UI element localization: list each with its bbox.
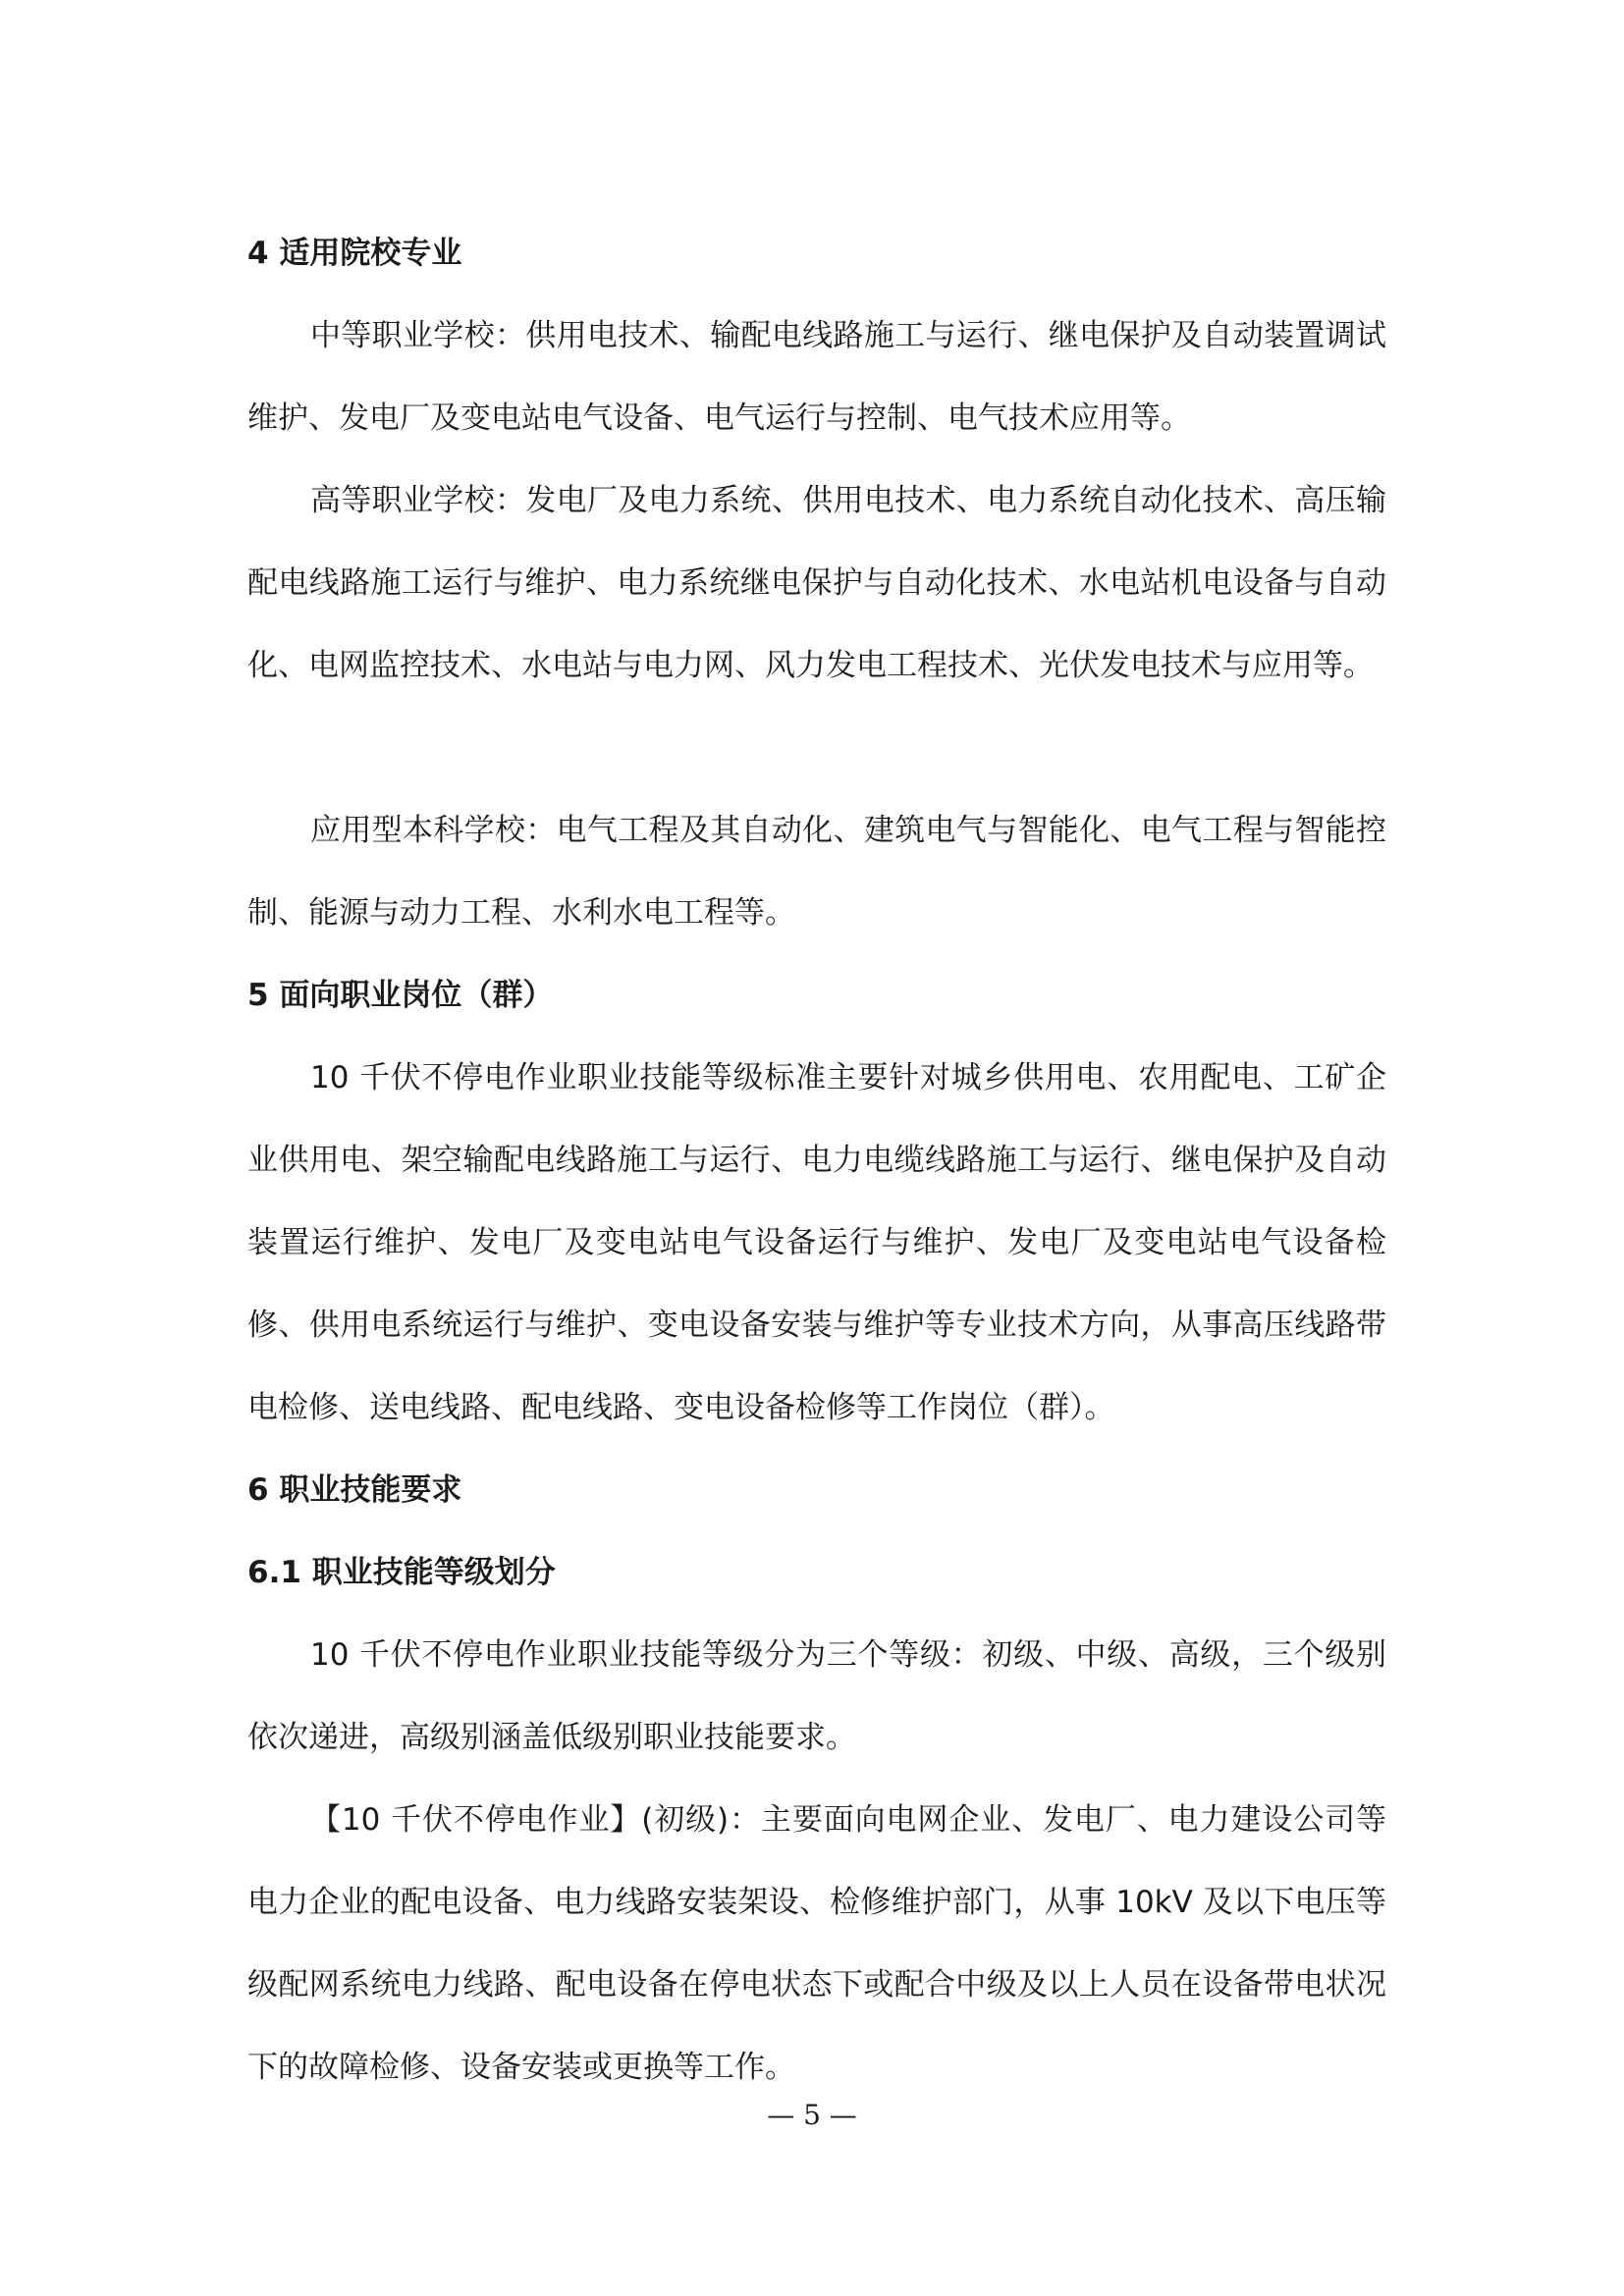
heading-applicable-majors: 4 适用院校专业: [247, 236, 462, 271]
heading-skill-level-division: 6.1 职业技能等级划分: [247, 1555, 556, 1590]
paragraph-higher-vocational: 高等职业学校：发电厂及电力系统、供用电技术、电力系统自动化技术、高压输配电线路施工运行与维护、电力系统继电保护与自动化技术、水电站机电设备与自动化、电网监控技术、水电站与电力网、风力发电工程技术、光伏发电技术与应用等。: [247, 483, 1386, 683]
heading-job-positions: 5 面向职业岗位（群）: [247, 978, 554, 1013]
page-number: — 5 —: [767, 2099, 857, 2131]
paragraph-job-positions: 10 千伏不停电作业职业技能等级标准主要针对城乡供用电、农用配电、工矿企业供用电、架空输配电线路施工与运行、电力电缆线路施工与运行、继电保护及自动装置运行维护、发电厂及变电站电气设备运行与维护、发电厂及变电站电气设备检修、供用电系统运行与维护、变电设备安装与维护等专业技术方向，从事高压线路带电检修、送电线路、配电线路、变电设备检修等工作岗位（群）。: [247, 1060, 1386, 1425]
paragraph-undergraduate: 应用型本科学校：电气工程及其自动化、建筑电气与智能化、电气工程与智能控制、能源与动力工程、水利水电工程等。: [247, 813, 1386, 931]
paragraph-skill-levels: 10 千伏不停电作业职业技能等级分为三个等级：初级、中级、高级，三个级别依次递进，高级别涵盖低级别职业技能要求。: [247, 1637, 1386, 1755]
heading-skill-requirements: 6 职业技能要求: [247, 1472, 462, 1508]
paragraph-secondary-vocational: 中等职业学校：供用电技术、输配电线路施工与运行、继电保护及自动装置调试维护、发电厂及变电站电气设备、电气运行与控制、电气技术应用等。: [247, 318, 1386, 436]
paragraph-junior-level: 【10 千伏不停电作业】(初级)：主要面向电网企业、发电厂、电力建设公司等电力企业的配电设备、电力线路安装架设、检修维护部门，从事 10kV 及以下电压等级配网系统电力线路、配电设备在停电状态下或配合中级及以上人员在设备带电状况下的故障检修、设备安装或更换等工作。: [247, 1802, 1386, 2085]
